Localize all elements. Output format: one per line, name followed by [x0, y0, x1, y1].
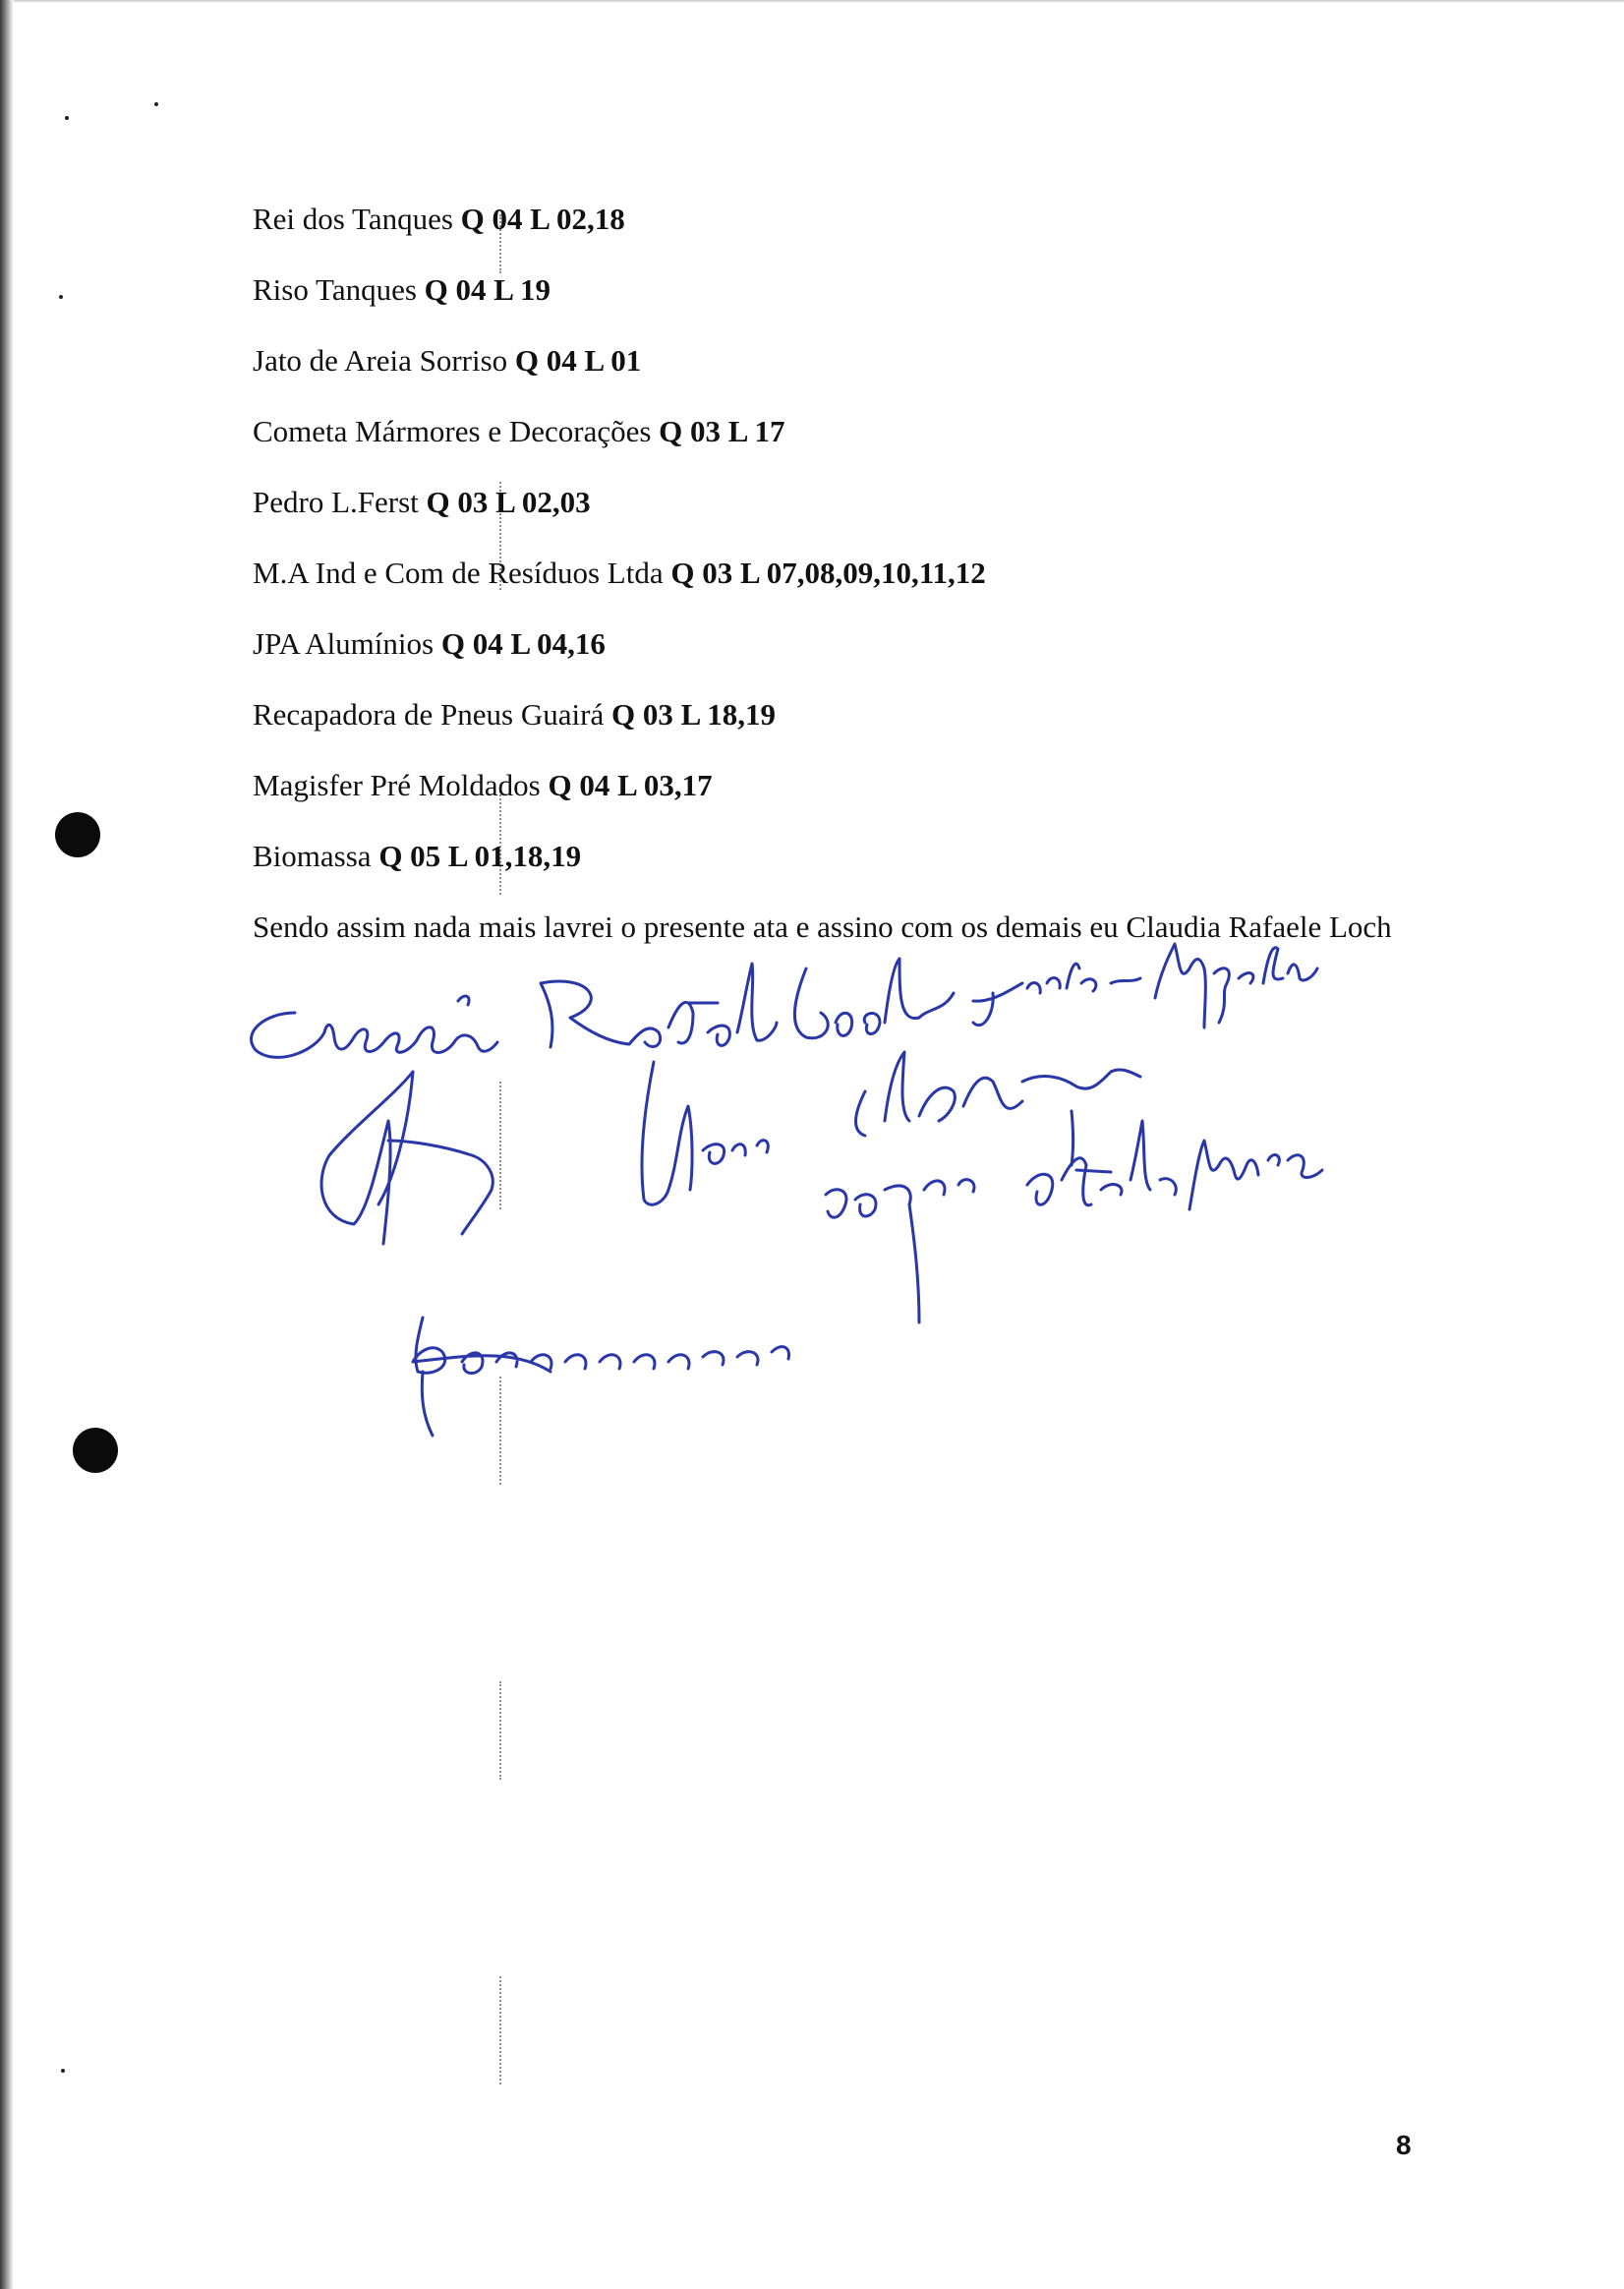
lot-code: Q 03 L 17: [659, 414, 785, 448]
signature-rafaele: [541, 964, 777, 1047]
page-number: 8: [1396, 2130, 1412, 2160]
company-name: Riso Tanques: [253, 272, 417, 307]
list-item: [253, 836, 1481, 907]
list-item: [253, 623, 1481, 694]
signature-loch: [794, 959, 954, 1038]
scan-binding-edge: [0, 0, 14, 2289]
company-name: Recapadora de Pneus Guairá: [253, 697, 605, 732]
signature-claudia: [252, 996, 497, 1057]
closing-statement: Sendo assim nada mais lavrei o presente ata e assino com os demais eu Claudia Rafaele Loch: [253, 910, 1392, 944]
company-name: Biomassa: [253, 839, 372, 873]
lot-code: Q 03 L 18,19: [610, 697, 777, 732]
signature-damazio: [856, 1052, 1140, 1165]
list-item: [253, 411, 1481, 482]
lot-code: Q 04 L 03,17: [548, 768, 713, 802]
fold-mark: [499, 1976, 503, 2084]
list-item: [253, 553, 1481, 623]
list-item: [253, 199, 1481, 269]
lot-code: Q 03 L 07,08,09,10,11,12: [670, 556, 986, 590]
lot-code: Q 04 L 01: [514, 343, 642, 378]
signature-mazzalini: [1155, 944, 1317, 1027]
signature-large-scrawl: [321, 1072, 493, 1244]
company-name: Magisfer Pré Moldados: [253, 768, 541, 802]
scan-speck: [59, 295, 63, 299]
punch-hole: [55, 812, 100, 857]
lot-code: Q 03 L 02,03: [426, 485, 591, 519]
signature-mira: [1189, 1141, 1322, 1209]
company-name: Rei dos Tanques: [253, 202, 453, 236]
fold-mark: [499, 1681, 503, 1780]
scan-speck: [65, 116, 69, 120]
scan-top-edge: [0, 0, 1624, 3]
fold-mark: [499, 1082, 503, 1209]
lot-entries-list: [253, 199, 1481, 907]
signature-rogerio: [826, 1180, 974, 1322]
list-item: [253, 269, 1481, 340]
company-name: Cometa Mármores e Decorações: [253, 414, 652, 448]
signature-bottom: [413, 1318, 789, 1436]
scan-speck: [61, 2069, 65, 2073]
signature-batista: [1027, 1121, 1176, 1205]
punch-hole: [73, 1428, 118, 1473]
company-name: Jato de Areia Sorriso: [253, 343, 508, 378]
company-name: Pedro L.Ferst: [253, 485, 419, 519]
lot-code: Q 04 L 19: [424, 272, 551, 307]
company-name: JPA Alumínios: [253, 626, 435, 661]
signature-tonio: [642, 1062, 768, 1204]
lot-code: Q 05 L 01,18,19: [378, 839, 582, 873]
fold-mark: [499, 1377, 503, 1485]
signature-juliana: [973, 964, 1140, 1025]
list-item: [253, 482, 1481, 553]
scan-speck: [154, 102, 158, 106]
list-item: [253, 340, 1481, 411]
list-item: [253, 694, 1481, 765]
company-name: M.A Ind e Com de Resíduos Ltda: [253, 556, 664, 590]
list-item: [253, 765, 1481, 836]
lot-code: Q 04 L 04,16: [440, 626, 606, 661]
lot-code: Q 04 L 02,18: [460, 202, 625, 236]
